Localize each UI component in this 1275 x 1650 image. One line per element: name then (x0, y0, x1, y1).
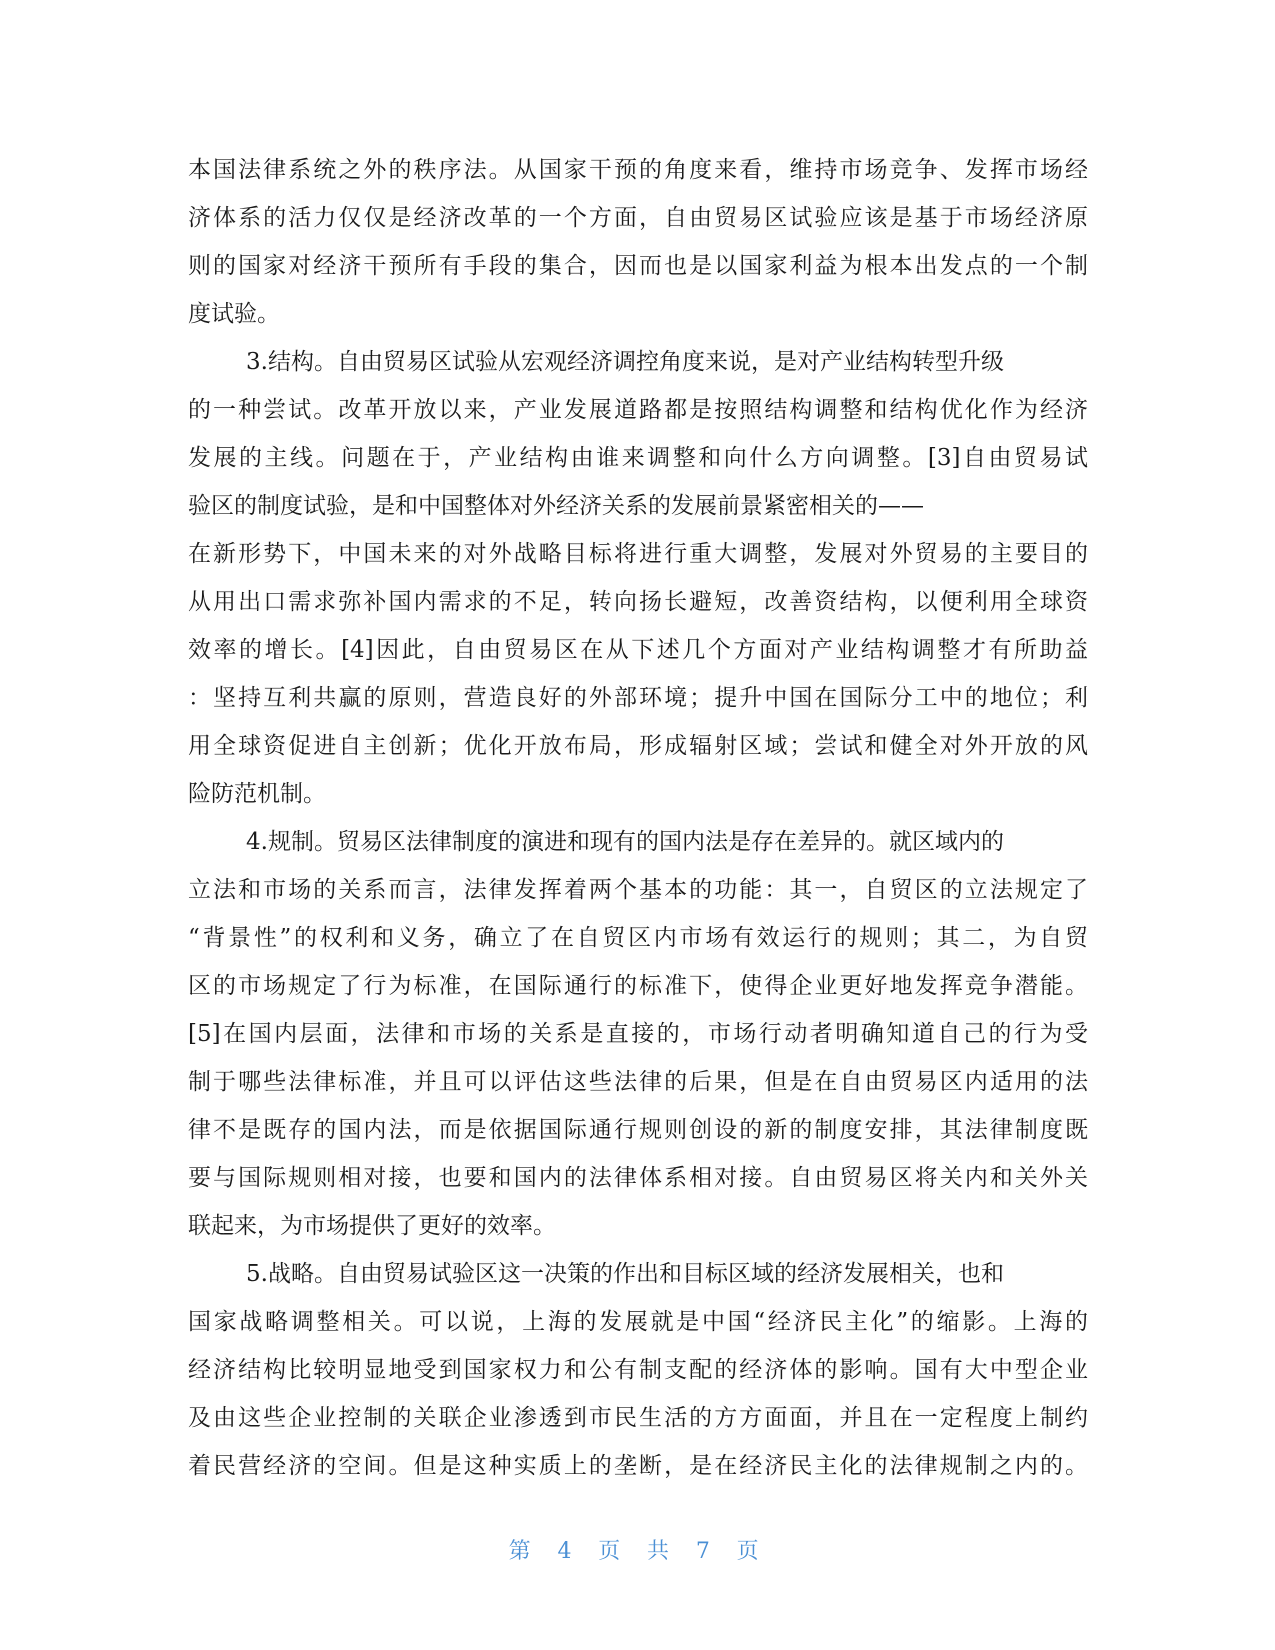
text-line: 险防范机制。 (188, 781, 326, 807)
text-line: 联起来，为市场提供了更好的效率。 (188, 1213, 556, 1239)
text-line: 用全球资促进自主创新；优化开放布局，形成辐射区域；尝试和健全对外开放的风 (188, 733, 1088, 759)
text-line: 则的国家对经济干预所有手段的集合，因而也是以国家利益为根本出发点的一个制 (188, 253, 1088, 279)
text-line: 3.结构。自由贸易区试验从宏观经济调控角度来说，是对产业结构转型升级 (246, 349, 1004, 375)
text-line: 4.规制。贸易区法律制度的演进和现有的国内法是存在差异的。就区域内的 (246, 829, 1004, 855)
text-line: 制于哪些法律标准，并且可以评估这些法律的后果，但是在自由贸易区内适用的法 (188, 1069, 1088, 1095)
text-line: [5]在国内层面，法律和市场的关系是直接的，市场行动者明确知道自己的行为受 (188, 1021, 1088, 1047)
text-line: 本国法律系统之外的秩序法。从国家干预的角度来看，维持市场竞争、发挥市场经 (188, 157, 1088, 183)
text-line: 着民营经济的空间。但是这种实质上的垄断，是在经济民主化的法律规制之内的。 (188, 1453, 1088, 1479)
text-line: 经济结构比较明显地受到国家权力和公有制支配的经济体的影响。国有大中型企业 (188, 1357, 1088, 1383)
paragraph-3 (188, 818, 1088, 1250)
text-line: “背景性”的权利和义务，确立了在自贸区内市场有效运行的规则；其二，为自贸 (188, 925, 1088, 951)
body-text (188, 146, 1088, 1490)
text-line: 5.战略。自由贸易试验区这一决策的作出和目标区域的经济发展相关，也和 (246, 1261, 1004, 1287)
text-line: 立法和市场的关系而言，法律发挥着两个基本的功能：其一，自贸区的立法规定了 (188, 877, 1088, 903)
text-line: 从用出口需求弥补国内需求的不足，转向扬长避短，改善资结构，以便利用全球资 (188, 589, 1088, 615)
paragraph-2 (188, 338, 1088, 818)
text-line: 要与国际规则相对接，也要和国内的法律体系相对接。自由贸易区将关内和关外关 (188, 1165, 1088, 1191)
text-line: 济体系的活力仅仅是经济改革的一个方面，自由贸易区试验应该是基于市场经济原 (188, 205, 1088, 231)
text-line: 在新形势下，中国未来的对外战略目标将进行重大调整，发展对外贸易的主要目的 (188, 541, 1088, 567)
text-line: 效率的增长。[4]因此，自由贸易区在从下述几个方面对产业结构调整才有所助益 (188, 637, 1088, 663)
text-line: 及由这些企业控制的关联企业渗透到市民生活的方方面面，并且在一定程度上制约 (188, 1405, 1088, 1431)
text-line: 国家战略调整相关。可以说，上海的发展就是中国“经济民主化”的缩影。上海的 (188, 1309, 1088, 1335)
text-line: 验区的制度试验，是和中国整体对外经济关系的发展前景紧密相关的—— (188, 493, 924, 519)
text-line: 度试验。 (188, 301, 280, 327)
text-line: ：坚持互利共赢的原则，营造良好的外部环境；提升中国在国际分工中的地位；利 (188, 685, 1088, 711)
text-line: 发展的主线。问题在于，产业结构由谁来调整和向什么方向调整。[3]自由贸易试 (188, 445, 1088, 471)
page-number-footer: 第 4 页 共 7 页 (508, 1539, 767, 1564)
text-line: 律不是既存的国内法，而是依据国际通行规则创设的新的制度安排，其法律制度既 (188, 1117, 1088, 1143)
paragraph-1 (188, 146, 1088, 338)
paragraph-4 (188, 1250, 1088, 1490)
text-line: 区的市场规定了行为标准，在国际通行的标准下，使得企业更好地发挥竞争潜能。 (188, 973, 1088, 999)
text-line: 的一种尝试。改革开放以来，产业发展道路都是按照结构调整和结构优化作为经济 (188, 397, 1088, 423)
